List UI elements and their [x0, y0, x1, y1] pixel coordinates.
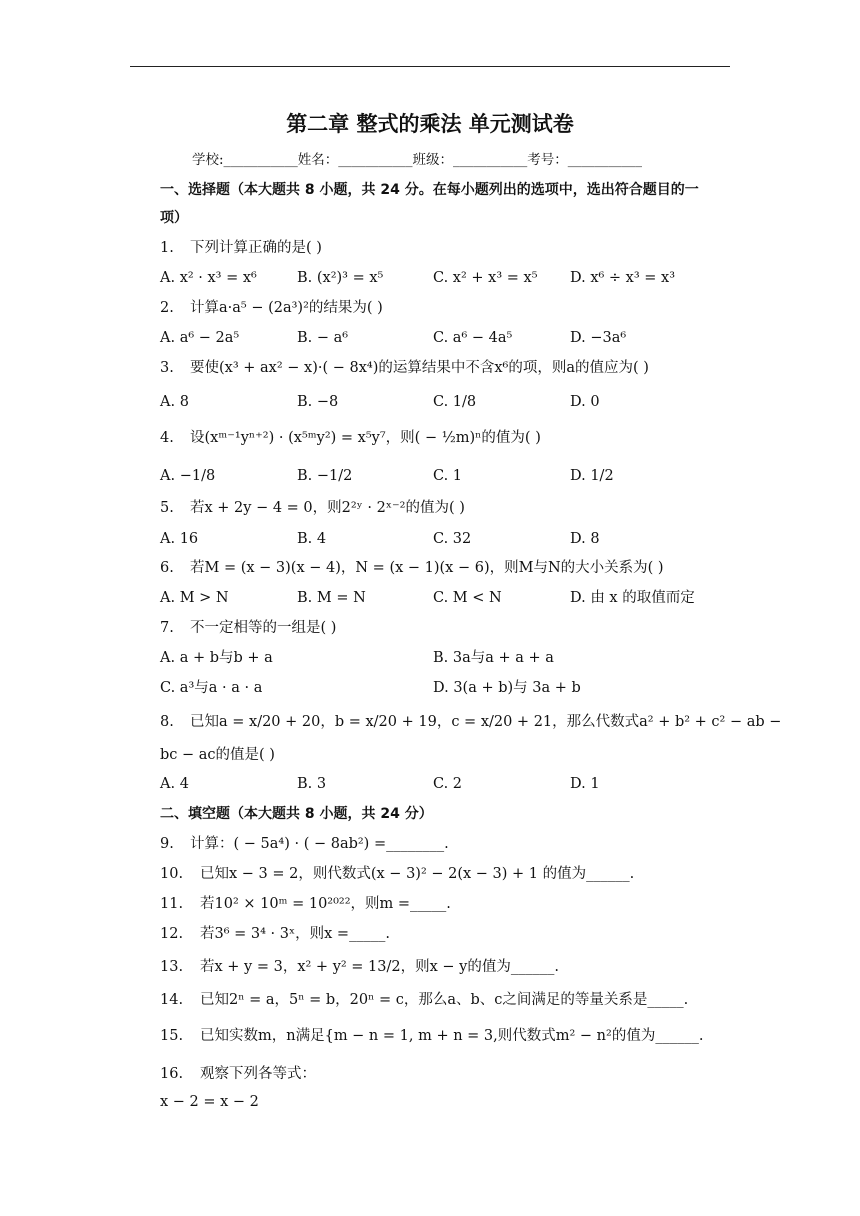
- question-3: 3. 要使(x³ + ax² − x)·( − 8x⁴)的运算结果中不含x⁶的项，则a的值应为( ): [160, 360, 649, 376]
- option-7b: B. 3a与a + a + a: [433, 650, 554, 666]
- option-7c: C. a³与a · a · a: [160, 680, 263, 696]
- equation-line: x − 2 = x − 2: [160, 1094, 259, 1110]
- fill-16: 16. 观察下列各等式：: [160, 1066, 316, 1082]
- header-rule: [130, 66, 730, 67]
- option-3c: C. 1/8: [433, 394, 477, 410]
- option-2c: C. a⁶ − 4a⁵: [433, 330, 513, 346]
- option-5a: A. 16: [160, 531, 199, 547]
- option-1a: A. x² · x³ = x⁶: [160, 270, 257, 286]
- fill-9: 9. 计算：( − 5a⁴) · ( − 8ab²) =________.: [160, 836, 449, 852]
- fill-15: 15. 已知实数m，n满足{m − n = 1, m + n = 3,则代数式m² − n²的值为______.: [160, 1028, 704, 1044]
- option-4b: B. −1/2: [297, 468, 353, 484]
- section1-heading-2: 项）: [160, 210, 188, 226]
- option-2a: A. a⁶ − 2a⁵: [160, 330, 240, 346]
- question-8-cont: bc − ac的值是( ): [160, 747, 275, 763]
- option-2d: D. −3a⁶: [570, 330, 627, 346]
- question-8: 8. 已知a = x/20 + 20，b = x/20 + 19，c = x/20 + 21，那么代数式a² + b² + c² − ab −: [160, 714, 782, 730]
- option-3d: D. 0: [570, 394, 600, 410]
- question-2: 2. 计算a·a⁵ − (2a³)²的结果为( ): [160, 300, 383, 316]
- option-1b: B. (x²)³ = x⁵: [297, 270, 384, 286]
- option-6b: B. M = N: [297, 590, 366, 606]
- option-2b: B. − a⁶: [297, 330, 349, 346]
- question-7: 7. 不一定相等的一组是( ): [160, 620, 337, 636]
- option-4a: A. −1/8: [160, 468, 216, 484]
- option-6a: A. M > N: [160, 590, 229, 606]
- page-title: 第二章 整式的乘法 单元测试卷: [286, 112, 574, 136]
- option-1d: D. x⁶ ÷ x³ = x³: [570, 270, 676, 286]
- option-6d: D. 由 x 的取值而定: [570, 590, 695, 606]
- option-6c: C. M < N: [433, 590, 502, 606]
- question-6: 6. 若M = (x − 3)(x − 4)，N = (x − 1)(x − 6)，则M与N的大小关系为( ): [160, 560, 664, 576]
- fill-12: 12. 若3⁶ = 3⁴ · 3ˣ，则x =_____.: [160, 926, 390, 942]
- option-7d: D. 3(a + b)与 3a + b: [433, 680, 581, 696]
- question-5: 5. 若x + 2y − 4 = 0，则2²ʸ · 2ˣ⁻²的值为( ): [160, 500, 465, 516]
- fill-11: 11. 若10² × 10ᵐ = 10²⁰²²，则m =_____.: [160, 896, 451, 912]
- option-4c: C. 1: [433, 468, 463, 484]
- option-5b: B. 4: [297, 531, 327, 547]
- option-7a: A. a + b与b + a: [160, 650, 273, 666]
- option-8b: B. 3: [297, 776, 327, 792]
- option-3b: B. −8: [297, 394, 339, 410]
- fill-10: 10. 已知x − 3 = 2，则代数式(x − 3)² − 2(x − 3) + 1 的值为______.: [160, 866, 635, 882]
- section1-heading-1: 一、选择题（本大题共 8 小题，共 24 分。在每小题列出的选项中，选出符合题目的一: [160, 182, 699, 198]
- info-line: 学校:___________姓名：___________班级：___________考号：___________: [192, 152, 643, 168]
- section2-heading: 二、填空题（本大题共 8 小题，共 24 分）: [160, 806, 433, 822]
- question-1: 1. 下列计算正确的是( ): [160, 240, 322, 256]
- option-8c: C. 2: [433, 776, 463, 792]
- fill-14: 14. 已知2ⁿ = a，5ⁿ = b，20ⁿ = c，那么a、b、c之间满足的等量关系是_____.: [160, 992, 689, 1008]
- option-3a: A. 8: [160, 394, 189, 410]
- option-5c: C. 32: [433, 531, 472, 547]
- fill-13: 13. 若x + y = 3，x² + y² = 13/2，则x − y的值为______.: [160, 959, 559, 975]
- option-5d: D. 8: [570, 531, 600, 547]
- option-1c: C. x² + x³ = x⁵: [433, 270, 538, 286]
- option-4d: D. 1/2: [570, 468, 614, 484]
- option-8a: A. 4: [160, 776, 189, 792]
- question-4: 4. 设(xᵐ⁻¹yⁿ⁺²) · (x⁵ᵐy²) = x⁵y⁷，则( − ½m)ⁿ的值为( ): [160, 430, 541, 446]
- option-8d: D. 1: [570, 776, 600, 792]
